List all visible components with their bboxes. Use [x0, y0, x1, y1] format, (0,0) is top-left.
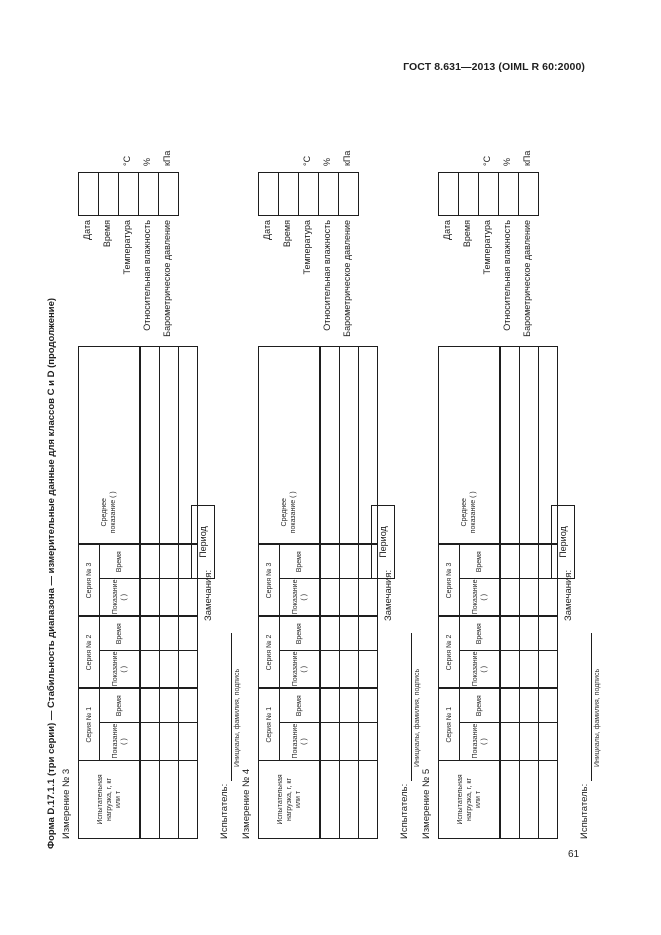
time-header-text: Время	[116, 695, 123, 717]
data-cell[interactable]	[340, 347, 359, 545]
data-cell[interactable]	[320, 579, 340, 617]
series-header	[439, 689, 460, 761]
data-cell[interactable]	[359, 689, 378, 723]
condition-label: Температура	[122, 220, 132, 275]
signature-line[interactable]	[411, 633, 412, 781]
condition-label: Барометрическое давление	[162, 220, 172, 337]
reading-header	[100, 651, 141, 689]
condition-cell[interactable]	[519, 173, 539, 216]
data-cell[interactable]	[539, 617, 558, 651]
reading-header-text: Показание ( )	[471, 723, 488, 759]
condition-unit	[457, 126, 477, 166]
conditions-table	[78, 172, 179, 216]
data-cell[interactable]	[140, 617, 160, 651]
data-cell[interactable]	[160, 347, 179, 545]
period-box: Период	[191, 505, 215, 579]
series-header	[259, 689, 280, 761]
data-cell[interactable]	[179, 651, 198, 689]
condition-label: Дата	[262, 220, 272, 240]
conditions-labels	[77, 220, 177, 374]
series-header-text: Серия № 1	[85, 706, 93, 743]
condition-unit	[277, 126, 297, 166]
data-cell[interactable]	[520, 347, 539, 545]
reading-header	[280, 579, 321, 617]
data-cell[interactable]	[340, 761, 359, 839]
series-header	[79, 689, 100, 761]
data-cell[interactable]	[320, 761, 340, 839]
reading-header-text: Показание ( )	[111, 579, 128, 615]
average-header	[79, 347, 141, 545]
series-header-text: Серия № 1	[265, 706, 273, 743]
average-header	[259, 347, 321, 545]
data-cell[interactable]	[160, 761, 179, 839]
reading-header	[460, 651, 501, 689]
reading-header	[280, 723, 321, 761]
condition-unit	[97, 126, 117, 166]
average-header	[439, 347, 501, 545]
condition-unit: %	[142, 157, 152, 166]
period-box: Период	[551, 505, 575, 579]
condition-cell[interactable]	[79, 173, 99, 216]
condition-unit: кПа	[342, 150, 352, 166]
condition-cell[interactable]	[499, 173, 519, 216]
time-header-text: Время	[116, 551, 123, 573]
data-cell[interactable]	[500, 689, 520, 723]
data-cell[interactable]	[520, 761, 539, 839]
data-cell[interactable]	[179, 689, 198, 723]
data-cell[interactable]	[140, 545, 160, 579]
load-header-text: Испытательная нагрузка, г, кг или т	[276, 774, 302, 825]
remarks-label: Замечания:	[203, 569, 214, 621]
condition-unit: °C	[482, 155, 492, 166]
data-cell[interactable]	[179, 723, 198, 761]
data-cell[interactable]	[520, 689, 539, 723]
condition-unit: °C	[302, 155, 312, 166]
time-header-text: Время	[476, 623, 483, 645]
condition-unit: кПа	[162, 150, 172, 166]
condition-cell[interactable]	[459, 173, 479, 216]
data-cell[interactable]	[320, 723, 340, 761]
data-cell[interactable]	[340, 723, 359, 761]
data-cell[interactable]	[160, 689, 179, 723]
data-cell[interactable]	[359, 617, 378, 651]
data-cell[interactable]	[359, 723, 378, 761]
condition-label: Температура	[482, 220, 492, 275]
data-cell[interactable]	[340, 545, 359, 579]
load-header-text: Испытательная нагрузка, г, кг или т	[456, 774, 482, 825]
condition-unit: °C	[122, 155, 132, 166]
period-box: Период	[371, 505, 395, 579]
time-header	[460, 617, 501, 651]
data-cell[interactable]	[359, 651, 378, 689]
data-cell[interactable]	[500, 617, 520, 651]
conditions-table	[438, 172, 539, 216]
series-header-text: Серия № 2	[445, 634, 453, 671]
reading-header	[100, 579, 141, 617]
data-cell[interactable]	[140, 723, 160, 761]
condition-label: Время	[282, 220, 292, 248]
reading-header	[460, 723, 501, 761]
condition-cell[interactable]	[139, 173, 159, 216]
conditions-table	[258, 172, 359, 216]
data-cell[interactable]	[140, 347, 160, 545]
condition-cell[interactable]	[319, 173, 339, 216]
data-cell[interactable]	[160, 723, 179, 761]
data-cell[interactable]	[539, 689, 558, 723]
condition-cell[interactable]	[339, 173, 359, 216]
condition-cell[interactable]	[259, 173, 279, 216]
data-cell[interactable]	[320, 617, 340, 651]
condition-cell[interactable]	[159, 173, 179, 216]
data-cell[interactable]	[359, 579, 378, 617]
condition-cell[interactable]	[439, 173, 459, 216]
data-cell[interactable]	[140, 689, 160, 723]
time-header-text: Время	[296, 551, 303, 573]
tester-label: Испытатель:	[399, 783, 410, 839]
reading-header-text: Показание ( )	[291, 723, 308, 759]
signature-line[interactable]	[231, 633, 232, 781]
reading-header-text: Показание ( )	[291, 651, 308, 687]
reading-header-text: Показание ( )	[111, 651, 128, 687]
data-cell[interactable]	[520, 723, 539, 761]
load-header	[259, 761, 321, 839]
data-cell[interactable]	[340, 617, 359, 651]
time-header-text: Время	[476, 695, 483, 717]
reading-header	[280, 651, 321, 689]
condition-label: Барометрическое давление	[522, 220, 532, 337]
data-cell[interactable]	[160, 651, 179, 689]
time-header	[460, 545, 501, 579]
average-header-text: Среднее показание ( )	[281, 491, 297, 534]
load-header-text: Испытательная нагрузка, г, кг или т	[96, 774, 122, 825]
measurement-label: Измерение № 4	[241, 768, 252, 839]
series-header	[439, 545, 460, 617]
condition-label: Дата	[442, 220, 452, 240]
time-header	[460, 689, 501, 723]
conditions-units	[257, 126, 357, 166]
data-cell[interactable]	[500, 579, 520, 617]
data-cell[interactable]	[539, 761, 558, 839]
condition-cell[interactable]	[299, 173, 319, 216]
signature-hint: Инициалы, фамилия, подпись	[234, 668, 241, 767]
data-cell[interactable]	[160, 579, 179, 617]
tester-label: Испытатель:	[219, 783, 230, 839]
data-cell[interactable]	[539, 723, 558, 761]
series-header	[259, 545, 280, 617]
page-number: 61	[568, 849, 580, 860]
condition-label: Дата	[82, 220, 92, 240]
load-header	[439, 761, 501, 839]
conditions-labels	[437, 220, 537, 374]
series-header-text: Серия № 3	[265, 562, 273, 599]
condition-label: Относительная влажность	[322, 220, 332, 331]
condition-cell[interactable]	[479, 173, 499, 216]
reading-header-text: Показание ( )	[111, 723, 128, 759]
reading-header	[460, 579, 501, 617]
data-cell[interactable]	[320, 347, 340, 545]
data-cell[interactable]	[539, 579, 558, 617]
condition-label: Температура	[302, 220, 312, 275]
data-cell[interactable]	[140, 761, 160, 839]
measurement-label: Измерение № 5	[421, 768, 432, 839]
data-cell[interactable]	[500, 651, 520, 689]
conditions-units	[437, 126, 537, 166]
data-cell[interactable]	[340, 579, 359, 617]
condition-cell[interactable]	[119, 173, 139, 216]
data-cell[interactable]	[320, 545, 340, 579]
data-cell[interactable]	[539, 651, 558, 689]
series-header-text: Серия № 3	[445, 562, 453, 599]
data-cell[interactable]	[500, 347, 520, 545]
measurement-label: Измерение № 3	[61, 768, 72, 839]
condition-unit	[257, 126, 277, 166]
series-header	[79, 617, 100, 689]
condition-cell[interactable]	[99, 173, 119, 216]
condition-label: Относительная влажность	[502, 220, 512, 331]
series-header-text: Серия № 3	[85, 562, 93, 599]
remarks-label: Замечания:	[563, 569, 574, 621]
condition-unit	[437, 126, 457, 166]
data-cell[interactable]	[320, 651, 340, 689]
conditions-units	[77, 126, 177, 166]
reading-header	[100, 723, 141, 761]
time-header	[280, 689, 321, 723]
time-header	[280, 617, 321, 651]
form-title: Форма D.17.1.1 (три серии) — Стабильность диапазона — измерительные данные для классов С и D (продолжение)	[46, 297, 57, 849]
time-header	[280, 545, 321, 579]
time-header-text: Время	[116, 623, 123, 645]
signature-line[interactable]	[591, 633, 592, 781]
condition-cell[interactable]	[279, 173, 299, 216]
tester-label: Испытатель:	[579, 783, 590, 839]
time-header	[100, 617, 141, 651]
time-header-text: Время	[476, 551, 483, 573]
signature-hint: Инициалы, фамилия, подпись	[594, 668, 601, 767]
data-cell[interactable]	[320, 689, 340, 723]
data-cell[interactable]	[140, 579, 160, 617]
series-header-text: Серия № 1	[445, 706, 453, 743]
page-header: ГОСТ 8.631—2013 (OIML R 60:2000)	[403, 61, 585, 73]
series-table	[78, 346, 198, 839]
conditions-labels	[257, 220, 357, 374]
load-header	[79, 761, 141, 839]
condition-label: Барометрическое давление	[342, 220, 352, 337]
data-cell[interactable]	[140, 651, 160, 689]
data-cell[interactable]	[520, 579, 539, 617]
condition-label: Время	[102, 220, 112, 248]
condition-label: Относительная влажность	[142, 220, 152, 331]
series-header	[79, 545, 100, 617]
average-header-text: Среднее показание ( )	[461, 491, 477, 534]
data-cell[interactable]	[179, 761, 198, 839]
condition-label: Время	[462, 220, 472, 248]
time-header-text: Время	[296, 623, 303, 645]
time-header-text: Время	[296, 695, 303, 717]
data-cell[interactable]	[500, 761, 520, 839]
data-cell[interactable]	[179, 579, 198, 617]
data-cell[interactable]	[520, 651, 539, 689]
signature-hint: Инициалы, фамилия, подпись	[414, 668, 421, 767]
condition-unit	[77, 126, 97, 166]
data-cell[interactable]	[179, 617, 198, 651]
average-header-text: Среднее показание ( )	[101, 491, 117, 534]
rotated-form	[39, 69, 601, 849]
remarks-label: Замечания:	[383, 569, 394, 621]
series-header-text: Серия № 2	[85, 634, 93, 671]
series-table	[438, 346, 558, 839]
data-cell[interactable]	[520, 617, 539, 651]
data-cell[interactable]	[160, 617, 179, 651]
time-header	[100, 689, 141, 723]
data-cell[interactable]	[520, 545, 539, 579]
time-header	[100, 545, 141, 579]
reading-header-text: Показание ( )	[471, 579, 488, 615]
condition-unit: кПа	[522, 150, 532, 166]
series-header	[259, 617, 280, 689]
reading-header-text: Показание ( )	[291, 579, 308, 615]
data-cell[interactable]	[500, 545, 520, 579]
condition-unit: %	[322, 157, 332, 166]
data-cell[interactable]	[359, 761, 378, 839]
series-header-text: Серия № 2	[265, 634, 273, 671]
data-cell[interactable]	[500, 723, 520, 761]
data-cell[interactable]	[340, 651, 359, 689]
series-table	[258, 346, 378, 839]
data-cell[interactable]	[340, 689, 359, 723]
condition-unit: %	[502, 157, 512, 166]
series-header	[439, 617, 460, 689]
data-cell[interactable]	[160, 545, 179, 579]
reading-header-text: Показание ( )	[471, 651, 488, 687]
